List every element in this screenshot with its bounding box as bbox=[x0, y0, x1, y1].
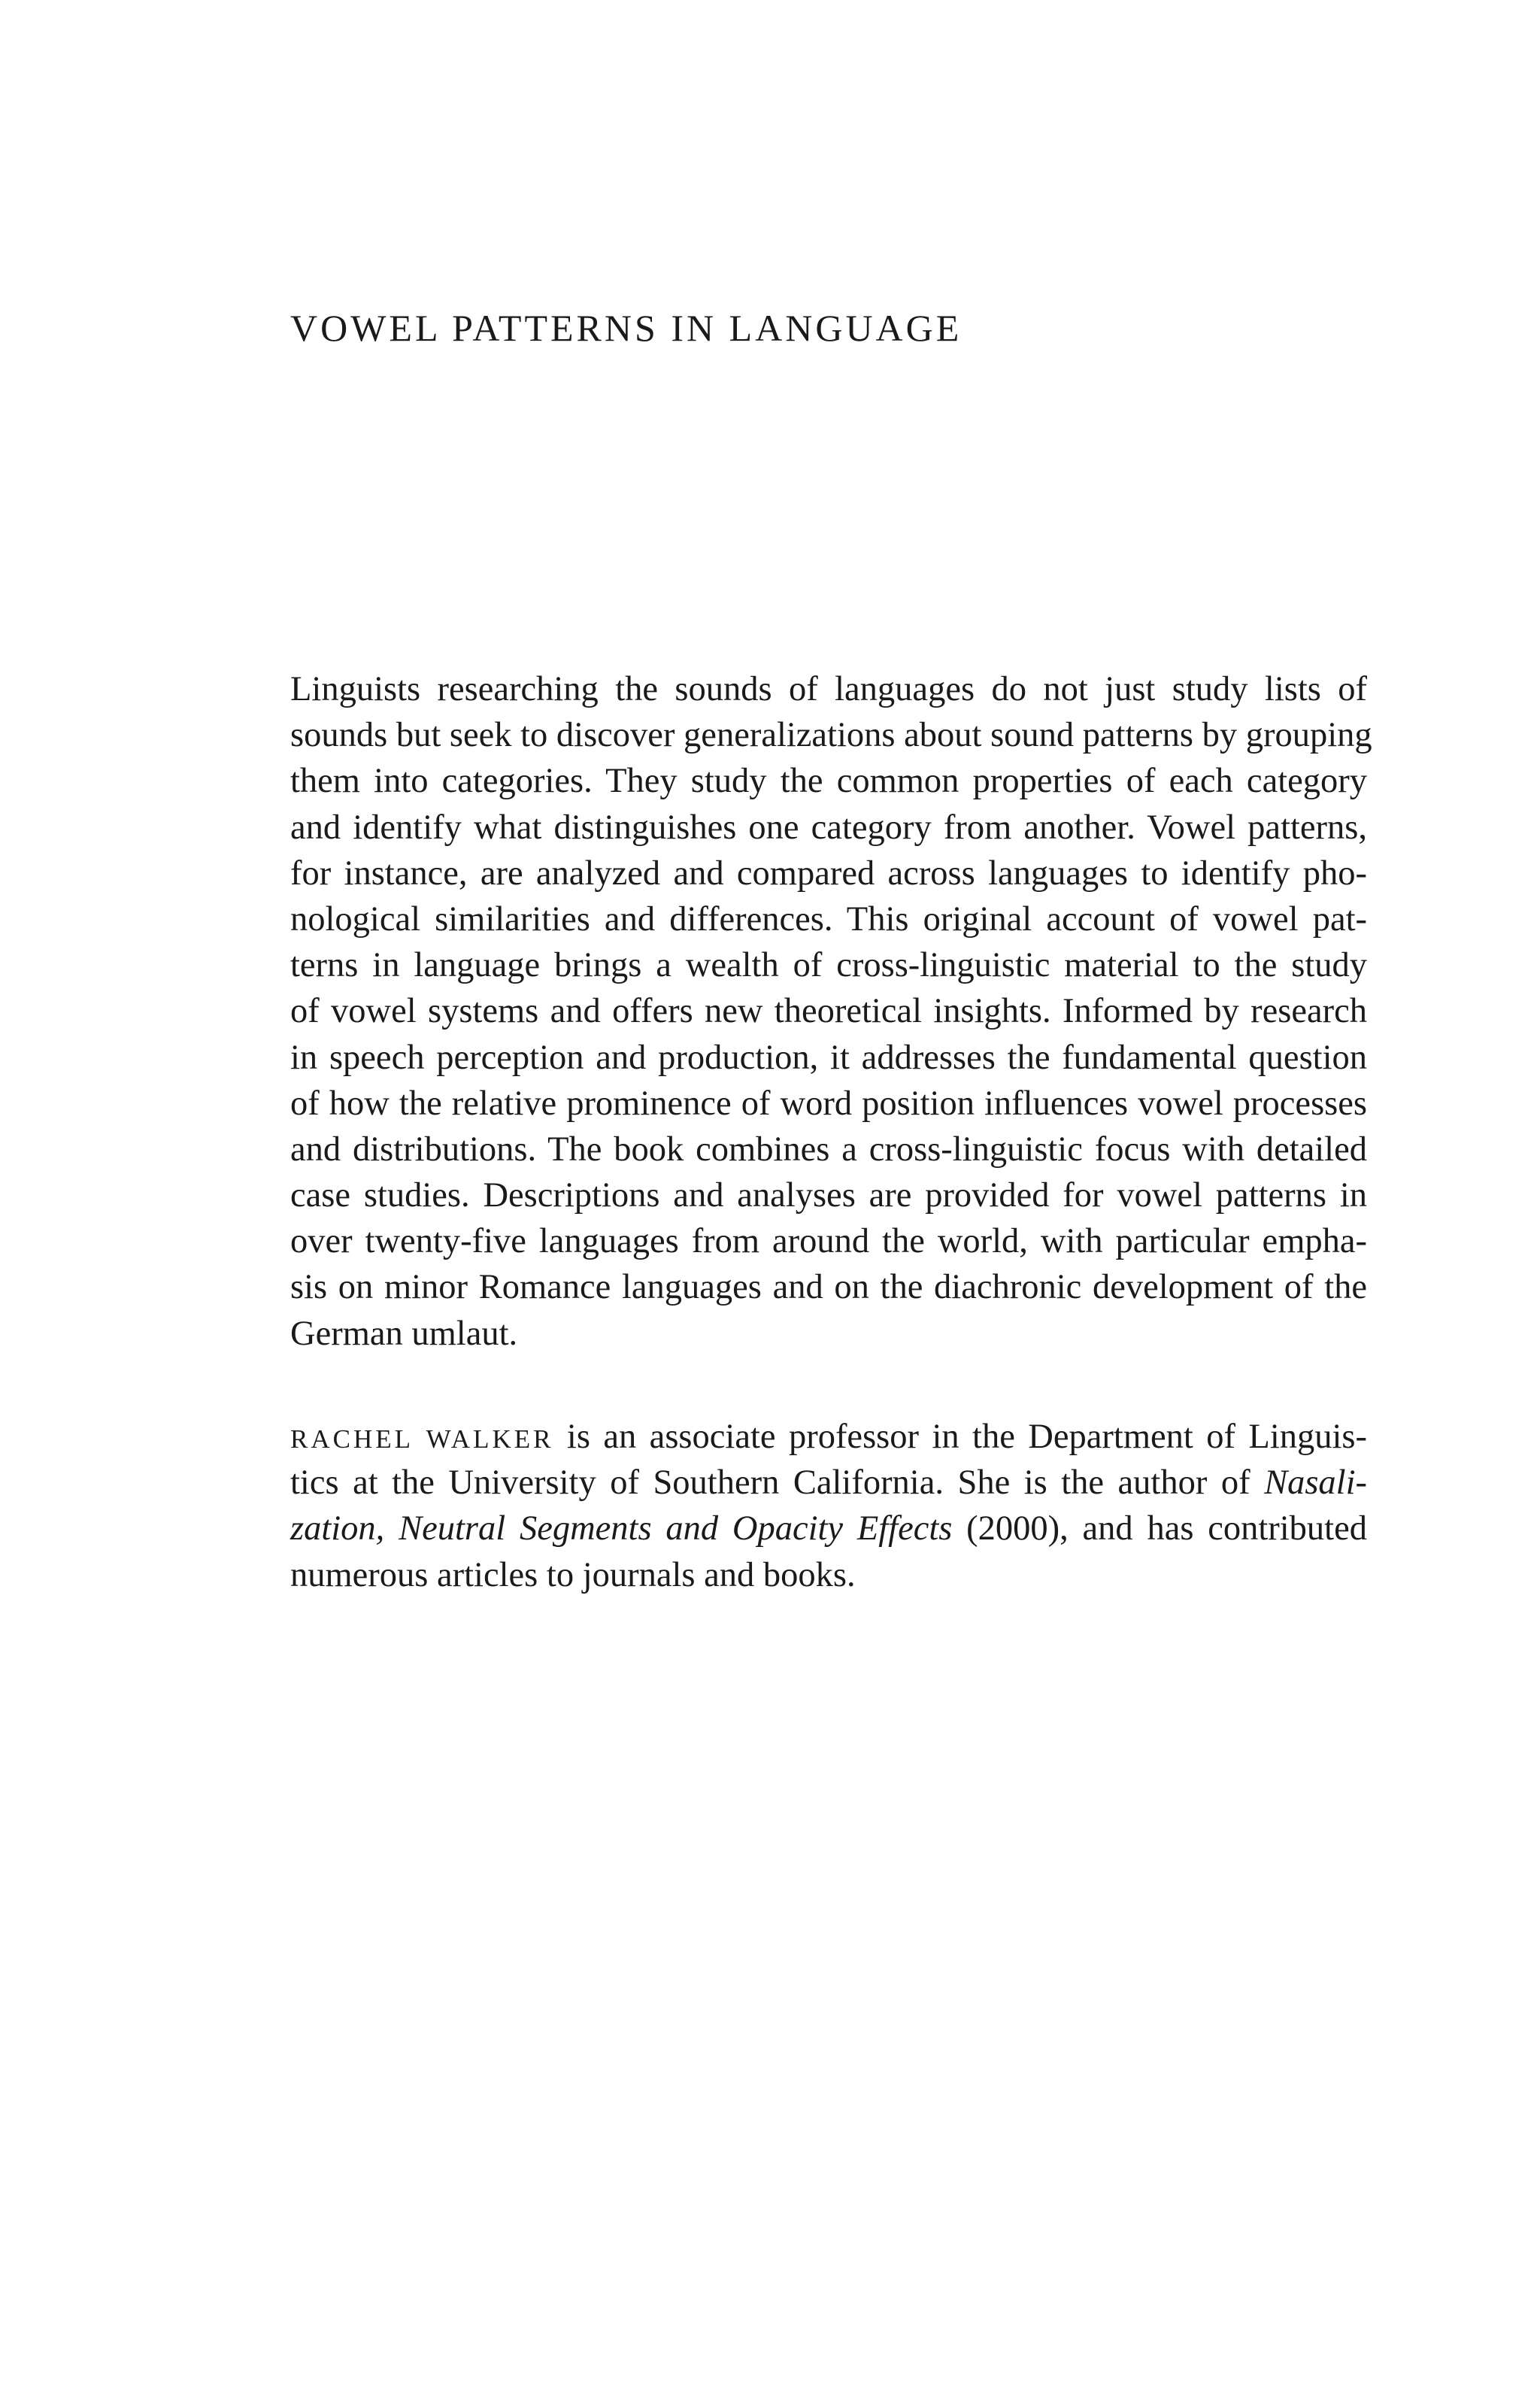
description-line: sis on minor Romance languages and on the diachronic development of the bbox=[290, 1268, 1367, 1307]
book-title-italic: zation, Neutral Segments and Opacity Effects bbox=[290, 1509, 953, 1548]
description-line: terns in language brings a wealth of cross-linguistic material to the study bbox=[290, 946, 1367, 985]
description-line: of vowel systems and offers new theoretical insights. Informed by research bbox=[290, 992, 1367, 1031]
bio-line bbox=[290, 1414, 1367, 1460]
description-line: German umlaut. bbox=[290, 1314, 518, 1353]
author-name: RACHEL WALKER bbox=[290, 1424, 554, 1454]
book-title-italic: Nasali- bbox=[1264, 1463, 1367, 1503]
description-line: case studies. Descriptions and analyses are provided for vowel patterns in bbox=[290, 1176, 1367, 1215]
bio-text: tics at the University of Southern California. She is the author of bbox=[290, 1463, 1265, 1503]
bio-line bbox=[290, 1506, 1367, 1551]
description-line: in speech perception and production, it addresses the fundamental question bbox=[290, 1038, 1367, 1077]
description-line: for instance, are analyzed and compared across languages to identify pho- bbox=[290, 854, 1367, 893]
description-line: of how the relative prominence of word position influences vowel processes bbox=[290, 1084, 1367, 1123]
description-line: and identify what distinguishes one category from another. Vowel patterns, bbox=[290, 808, 1367, 847]
bio-text: (2000), and has contributed bbox=[952, 1509, 1367, 1548]
description-line: over twenty-five languages from around the world, with particular empha- bbox=[290, 1222, 1367, 1261]
description-line: sounds but seek to discover generalizations about sound patterns by grouping bbox=[290, 716, 1372, 755]
author-bio bbox=[290, 1414, 1367, 1598]
bio-text: is an associate professor in the Department of Linguis- bbox=[553, 1418, 1367, 1456]
description-line: and distributions. The book combines a cross-linguistic focus with detailed bbox=[290, 1130, 1367, 1169]
book-title: VOWEL PATTERNS IN LANGUAGE bbox=[290, 307, 962, 349]
description-line: nological similarities and differences. This original account of vowel pat- bbox=[290, 899, 1367, 939]
book-description bbox=[290, 666, 1372, 1357]
bio-line: numerous articles to journals and books. bbox=[290, 1555, 856, 1594]
bio-line bbox=[290, 1460, 1367, 1506]
description-line: them into categories. They study the common properties of each category bbox=[290, 762, 1367, 801]
description-line: Linguists researching the sounds of languages do not just study lists of bbox=[290, 670, 1367, 708]
